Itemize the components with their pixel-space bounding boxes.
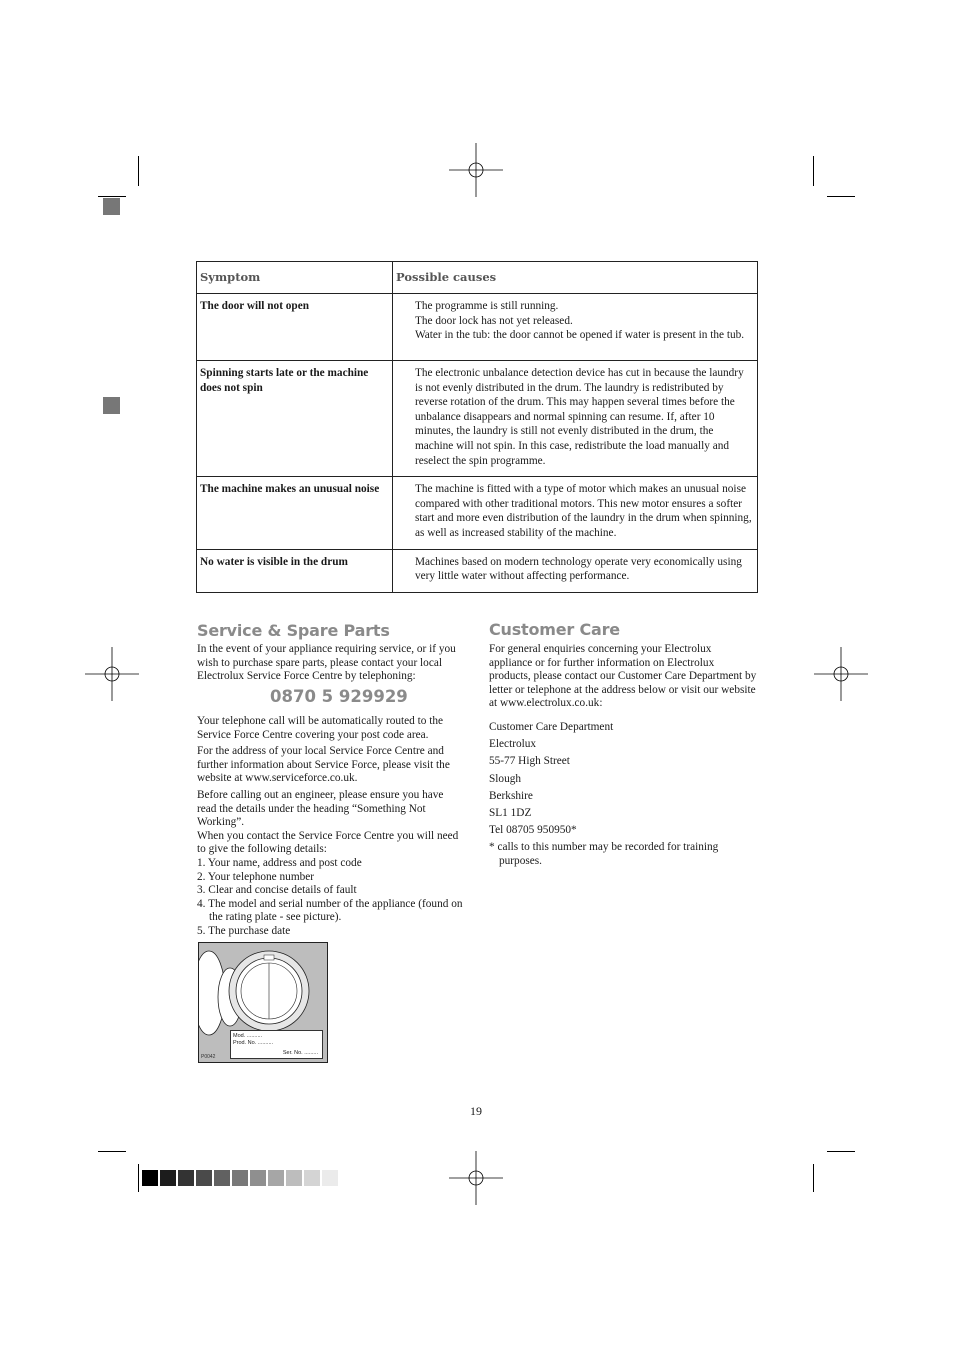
- address-line: 55-77 High Street: [489, 755, 570, 768]
- symptom-cell: No water is visible in the drum: [197, 549, 393, 592]
- registration-mark-icon: [85, 647, 139, 701]
- crop-mark: [827, 196, 855, 197]
- rating-label: [230, 1030, 323, 1059]
- table-row: [197, 477, 758, 549]
- table-row: [197, 549, 758, 592]
- symptom-cell: The door will not open: [197, 294, 393, 361]
- model-number-field: Mod. ..........: [233, 1033, 263, 1039]
- telephone-line: Tel 08705 950950*: [489, 824, 577, 837]
- table-row: [197, 294, 758, 361]
- service-intro-block: [197, 643, 463, 687]
- color-swatch: [322, 1170, 338, 1186]
- list-item: 2. Your telephone number: [197, 870, 315, 883]
- cause-line: The programme is still running.: [415, 300, 559, 312]
- rating-plate-illustration: [198, 942, 328, 1063]
- address-line: SL1 1DZ: [489, 806, 532, 819]
- list-item: 4. The model and serial number of the appliance (found on the rating plate - see picture).: [197, 897, 463, 924]
- causes-cell: [393, 294, 758, 361]
- registration-mark-icon: [814, 647, 868, 701]
- service-phone-number: 0870 5 929929: [270, 687, 408, 706]
- color-swatch: [142, 1170, 158, 1186]
- table-header-row: [197, 262, 758, 294]
- crop-mark: [827, 1151, 855, 1152]
- color-swatch: [178, 1170, 194, 1186]
- crop-mark: [138, 1164, 139, 1192]
- serial-number-field: Ser. No. .........: [282, 1049, 318, 1056]
- crop-mark: [813, 156, 814, 186]
- customer-care-block: [489, 643, 757, 868]
- service-paragraph: Your telephone call will be automatically routed to the Service Force Centre covering your post code area.: [197, 715, 444, 741]
- symptom-cell: The machine makes an unusual noise: [197, 477, 393, 549]
- table-row: [197, 361, 758, 477]
- customer-care-heading: Customer Care: [489, 620, 620, 639]
- list-item: 1. Your name, address and post code: [197, 856, 362, 869]
- customer-care-intro: For general enquiries concerning your Electrolux appliance or for further information on Electrolux products, please contact our Customer Care Department by letter or telephone at the address below or visit our website at www.electrolux.co.uk:: [489, 643, 757, 710]
- service-details-block: [197, 715, 465, 939]
- list-item: 5. The purchase date: [197, 924, 291, 937]
- causes-cell: Machines based on modern technology operate very economically using very little water without affecting performance.: [393, 549, 758, 592]
- causes-cell: The electronic unbalance detection device has cut in because the laundry is not evenly distributed in the drum. The laundry is redistributed by reverse rotation of the drum. This may happen several times before the unbalance disappears and normal spinning can resume. If, after 10 minutes, the laundry is still not evenly distributed in the drum, the machine will not spin. In this case, redistribute the load manually and reselect the spin programme.: [393, 361, 758, 477]
- service-paragraph: For the address of your local Service Force Centre and further information about Service Force, please visit the website at www.serviceforce.co.uk.: [197, 745, 450, 785]
- crop-mark: [813, 1164, 814, 1192]
- color-swatch: [196, 1170, 212, 1186]
- crop-mark: [138, 156, 139, 186]
- service-heading: Service & Spare Parts: [197, 621, 390, 640]
- crop-mark: [98, 196, 126, 197]
- cause-line: Water in the tub: the door cannot be opened if water is present in the tub.: [415, 329, 745, 342]
- causes-cell: The machine is fitted with a type of motor which makes an unusual noise compared with other traditional motors. This new motor ensures a softer start and more even distribution of the laundry in the drum when spinning, as well as increased stability of the machine.: [393, 477, 758, 549]
- column-header-symptom: Symptom: [197, 262, 393, 294]
- registration-mark-icon: [449, 143, 503, 197]
- color-swatch: [232, 1170, 248, 1186]
- column-header-causes: Possible causes: [393, 262, 758, 294]
- product-number-field: Prod. No. ..........: [233, 1039, 274, 1046]
- troubleshooting-table: [196, 261, 758, 593]
- color-swatch: [250, 1170, 266, 1186]
- registration-mark-icon: [449, 1151, 503, 1205]
- required-details-list: [197, 857, 465, 939]
- address-line: Electrolux: [489, 738, 537, 751]
- address-line: Berkshire: [489, 789, 533, 802]
- symptom-cell: Spinning starts late or the machine does not spin: [197, 361, 393, 477]
- service-paragraph: Before calling out an engineer, please ensure you have read the details under the heading “Something Not Working”.: [197, 788, 444, 829]
- service-paragraph: When you contact the Service Force Centre you will need to give the following details:: [197, 829, 459, 856]
- color-swatch: [214, 1170, 230, 1186]
- color-swatch: [286, 1170, 302, 1186]
- list-item: 3. Clear and concise details of fault: [197, 884, 357, 897]
- color-swatch: [304, 1170, 320, 1186]
- color-swatch: [268, 1170, 284, 1186]
- service-intro: In the event of your appliance requiring service, or if you wish to purchase spare parts, please contact your local Electrolux Service Force Centre by telephoning:: [197, 643, 456, 683]
- margin-square-marker: [103, 198, 120, 215]
- recording-note: * calls to this number may be recorded for training purposes.: [489, 841, 719, 867]
- figure-code: P0042: [201, 1054, 216, 1060]
- address-line: Customer Care Department: [489, 720, 614, 733]
- cause-line: The door lock has not yet released.: [415, 314, 573, 327]
- page-number: 19: [470, 1104, 482, 1118]
- address-line: Slough: [489, 772, 522, 785]
- customer-care-address: [489, 721, 757, 838]
- margin-square-marker: [103, 397, 120, 414]
- color-swatch: [160, 1170, 176, 1186]
- crop-mark: [98, 1151, 126, 1152]
